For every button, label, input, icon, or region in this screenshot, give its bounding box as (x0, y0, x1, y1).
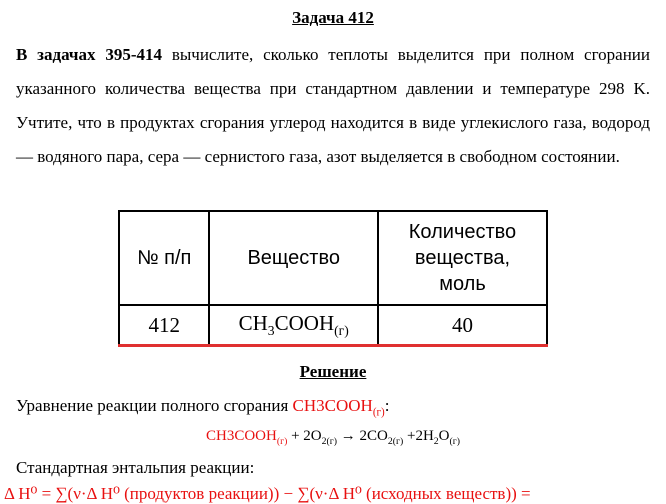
cell-amount: 40 (378, 305, 547, 346)
header-amount (378, 211, 547, 305)
equation-reactant-phase: (г) (276, 436, 288, 447)
substance-phase: (г) (334, 323, 349, 339)
equation-co2-sub: 2(г) (387, 436, 404, 447)
cell-number: 412 (119, 305, 209, 346)
reaction-intro (16, 396, 389, 418)
data-table (118, 210, 548, 347)
substance-cooh: COOH (274, 310, 335, 335)
reaction-intro-text: Уравнение реакции полного сгорания (16, 396, 293, 415)
equation-o2: + 2O (287, 428, 322, 444)
header-number: № п/п (119, 211, 209, 305)
task-body: вычислите, сколько теплоты выделится при полном сгорании указанного количества вещества при стандартном давлении и температуре 298 K. Учтите, что в продуктах сгорания углерод находится в виде углекислого газа, водород — водяного пара, сера — сернистого газа, азот выделяется в свободном состоянии. (16, 45, 650, 166)
task-range: В задачах 395-414 (16, 45, 162, 64)
reaction-colon: : (384, 396, 390, 415)
reaction-equation (0, 428, 666, 447)
header-amount-text: Количество вещества, моль (408, 221, 517, 295)
table-header-row (119, 211, 547, 305)
equation-h2-sub: 2 (433, 436, 439, 447)
substance-ch: CH (238, 310, 268, 335)
header-substance: Вещество (209, 211, 378, 305)
reaction-substance (292, 396, 385, 419)
equation-h2: +2H (403, 428, 434, 444)
enthalpy-intro: Стандартная энтальпия реакции: (16, 458, 255, 477)
substance-sub-3: 3 (267, 323, 275, 339)
task-title: Задача 412 (292, 8, 374, 27)
equation-o: O (438, 428, 450, 444)
cell-substance (209, 305, 378, 346)
task-text (16, 38, 650, 174)
solution-heading: Решение (299, 362, 367, 381)
enthalpy-formula: Δ H⁰ = ∑(ν·Δ H⁰ (продуктов реакции)) − ∑(ν·Δ H⁰ (исходных веществ)) = (4, 484, 531, 503)
equation-co2: → 2CO (337, 428, 388, 444)
equation-reactant-formula: CH3COOH (206, 428, 277, 444)
equation-o2-sub: 2(г) (321, 436, 338, 447)
equation-reactant (206, 428, 288, 447)
reaction-substance-phase: (г) (372, 406, 385, 419)
reaction-substance-formula: CH3COOH (292, 396, 373, 415)
equation-o-sub: (г) (449, 436, 460, 447)
table-row (119, 305, 547, 346)
